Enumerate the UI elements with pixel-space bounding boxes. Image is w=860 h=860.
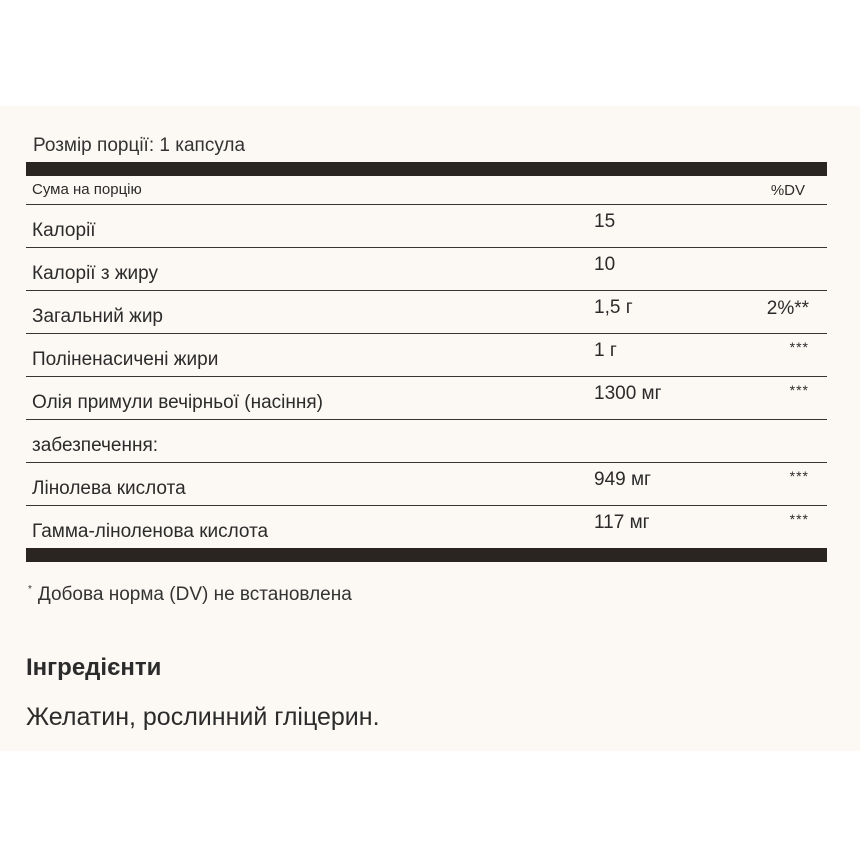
- supplement-facts-panel: [0, 106, 860, 751]
- nutrient-name: Поліненасичені жири: [32, 349, 219, 370]
- nutrition-table: [26, 162, 827, 562]
- table-row: [26, 205, 827, 248]
- table-row: [26, 463, 827, 506]
- ingredients-heading: Інгредієнти: [26, 654, 162, 681]
- nutrient-dv: 2%**: [766, 298, 809, 319]
- table-header-row: [26, 176, 827, 205]
- table-row: [26, 377, 827, 420]
- nutrient-name: забезпечення:: [32, 435, 159, 456]
- nutrient-amount: 10: [594, 254, 616, 275]
- nutrient-dv: ***: [789, 468, 809, 484]
- nutrient-name: Калорії з жиру: [32, 263, 159, 284]
- nutrient-name: Гамма-ліноленова кислота: [32, 521, 269, 542]
- table-row: [26, 248, 827, 291]
- footnote-text: Добова норма (DV) не встановлена: [37, 584, 352, 605]
- nutrient-amount: 117 мг: [594, 512, 650, 533]
- amount-per-serving-label: Сума на порцію: [32, 181, 142, 198]
- dv-header: %DV: [770, 182, 805, 199]
- nutrient-dv: ***: [789, 511, 809, 527]
- nutrient-name: Олія примули вечірньої (насіння): [32, 392, 323, 413]
- table-row: [26, 420, 827, 463]
- nutrient-name: Лінолева кислота: [32, 478, 186, 499]
- nutrient-amount: 1,5 г: [594, 297, 633, 318]
- nutrient-amount: 949 мг: [594, 469, 651, 490]
- nutrient-dv: ***: [789, 339, 809, 355]
- bottom-divider: [26, 548, 827, 562]
- serving-size: Розмір порції: 1 капсула: [33, 135, 246, 156]
- table-row: [26, 334, 827, 377]
- top-divider: [26, 162, 827, 176]
- table-row: [26, 291, 827, 334]
- nutrient-name: Загальний жир: [32, 306, 163, 327]
- nutrient-amount: 1 г: [594, 340, 617, 361]
- nutrient-amount: 15: [594, 211, 616, 232]
- ingredients-list: Желатин, рослинний гліцерин.: [26, 703, 380, 731]
- nutrient-amount: 1300 мг: [594, 383, 662, 404]
- footnote: [28, 584, 352, 606]
- footnote-mark: *: [28, 584, 32, 595]
- nutrient-dv: ***: [789, 382, 809, 398]
- nutrient-name: Калорії: [32, 220, 96, 241]
- table-row: [26, 506, 827, 548]
